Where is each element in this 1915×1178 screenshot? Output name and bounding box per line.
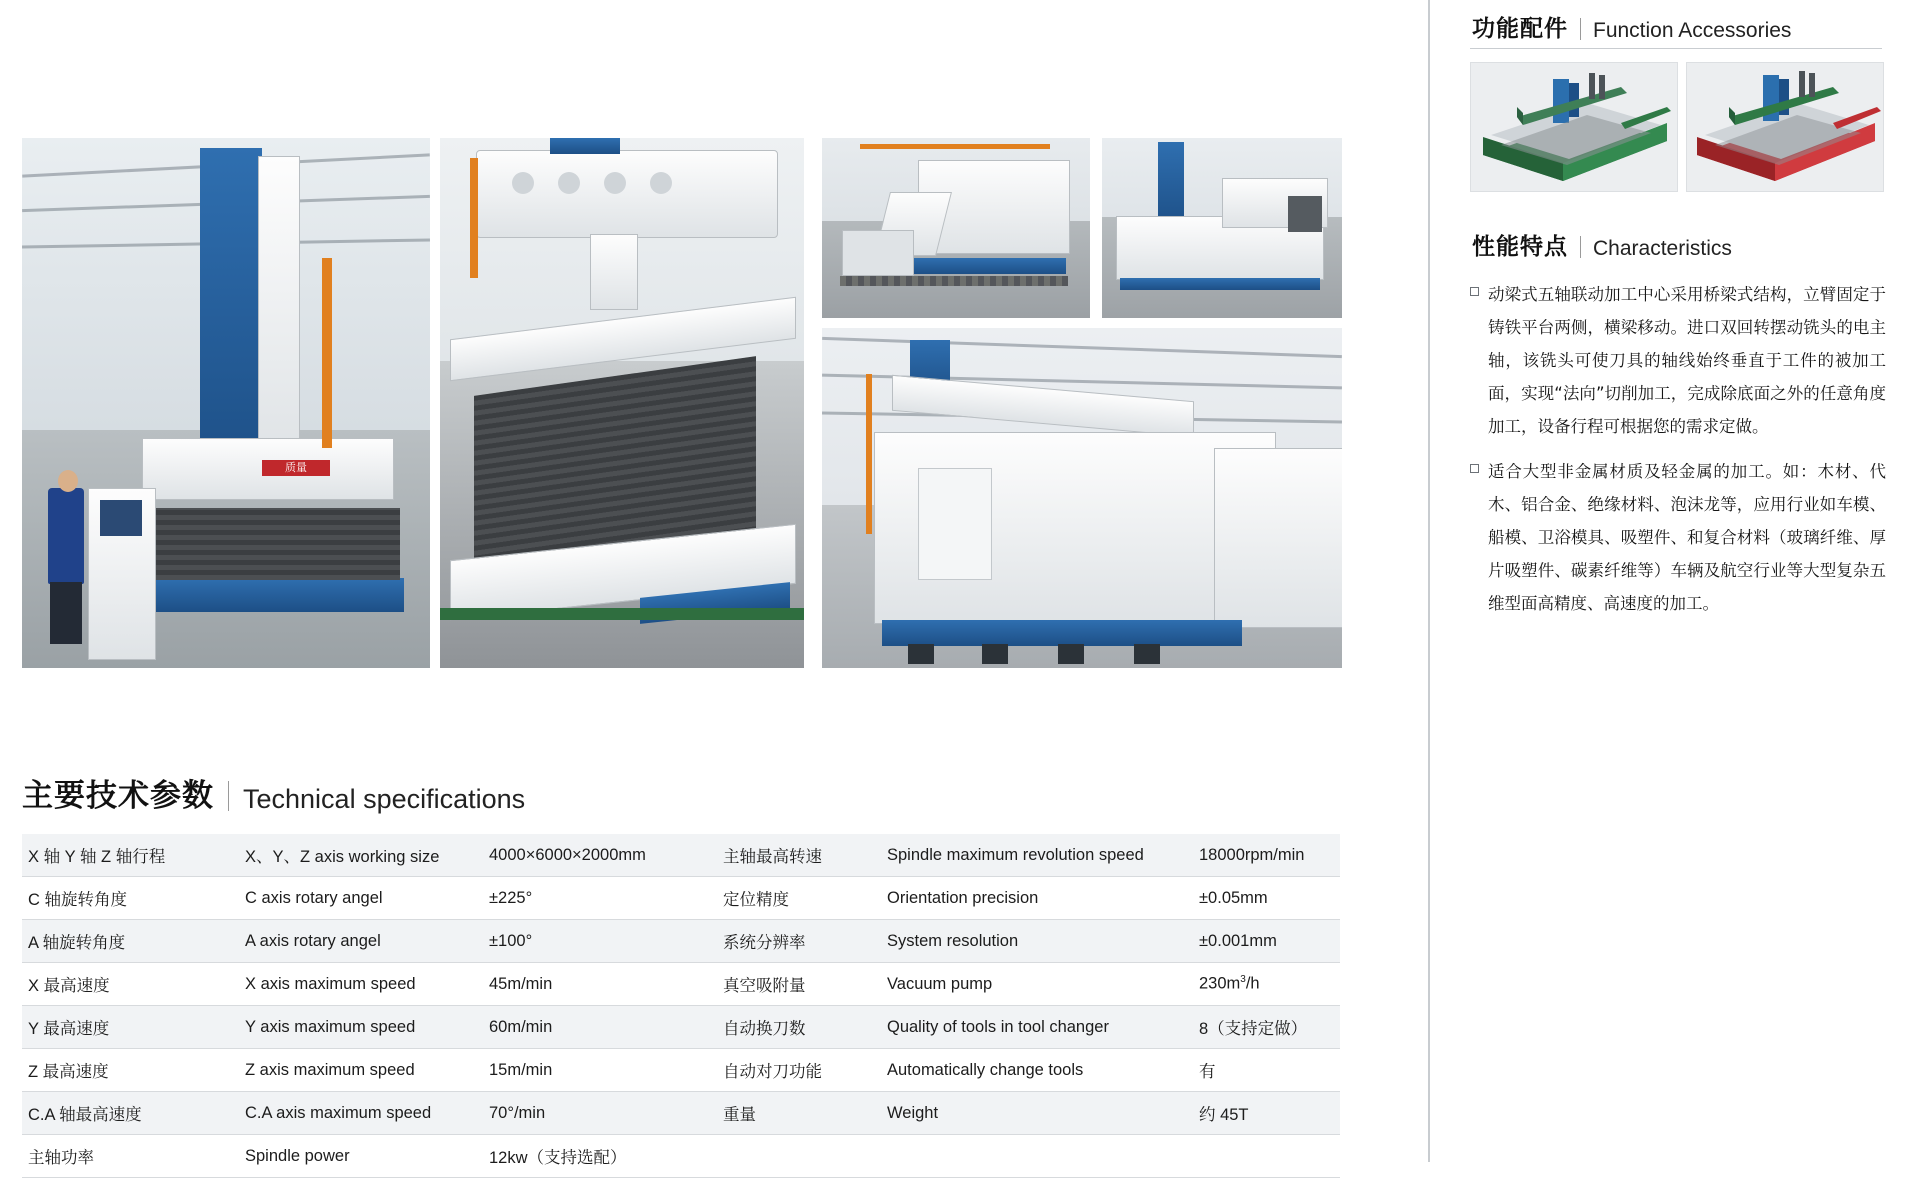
photo-scene	[22, 138, 430, 668]
photo-frame-assembly	[822, 138, 1090, 318]
spec-value: 45m/min	[483, 963, 717, 1006]
accessories-title-en: Function Accessories	[1593, 19, 1792, 42]
spec-label-cn: Y 最高速度	[22, 1006, 239, 1049]
spec-label-en: C.A axis maximum speed	[239, 1092, 483, 1135]
square-bullet-icon	[1470, 287, 1479, 296]
spec-value: 15m/min	[483, 1049, 717, 1092]
spec-value2: 约 45T	[1193, 1092, 1340, 1135]
square-bullet-icon	[1470, 464, 1479, 473]
characteristics-section-heading	[1472, 228, 1732, 261]
spec-value: 70°/min	[483, 1092, 717, 1135]
characteristic-text: 动梁式五轴联动加工中心采用桥梁式结构，立臂固定于铸铁平台两侧，横梁移动。进口双回转摆动铣头的电主轴，该铣头可使刀具的轴线始终垂直于工件的被加工面，实现“法向”切削加工，完成除底面之外的任意角度加工，设备行程可根据您的需求定做。	[1488, 285, 1886, 436]
table-row	[22, 1135, 1340, 1178]
spec-value2: 18000rpm/min	[1193, 834, 1340, 877]
table-row	[22, 1092, 1340, 1135]
spec-label-cn: X 轴 Y 轴 Z 轴行程	[22, 834, 239, 877]
spec-label-en: X axis maximum speed	[239, 963, 483, 1006]
spec-value2: $230m^3/h$	[1193, 963, 1340, 1006]
spec-label-en: Z axis maximum speed	[239, 1049, 483, 1092]
spec-label-en: A axis rotary angel	[239, 920, 483, 963]
right-column	[1458, 0, 1888, 1162]
photo-scene	[1102, 138, 1342, 318]
spec-section-heading	[22, 770, 525, 815]
spec-value: ±225°	[483, 877, 717, 920]
spec-title-cn: 主要技术参数	[22, 778, 214, 813]
spec-label2-en: Orientation precision	[881, 877, 1193, 920]
photo-caption-badge: 质量	[262, 460, 330, 476]
photo-machine-operator	[22, 138, 430, 668]
spec-label2-cn: 自动对刀功能	[717, 1049, 881, 1092]
spec-value2: 有	[1193, 1049, 1340, 1092]
spec-label2-cn: 主轴最高转速	[717, 834, 881, 877]
spec-label-cn: Z 最高速度	[22, 1049, 239, 1092]
spec-label-cn: A 轴旋转角度	[22, 920, 239, 963]
spec-label2-cn: 系统分辨率	[717, 920, 881, 963]
accessory-render-green-machine	[1470, 62, 1678, 192]
table-row	[22, 1006, 1340, 1049]
table-row	[22, 1049, 1340, 1092]
characteristics-title-en: Characteristics	[1593, 237, 1732, 260]
spec-label2-cn: 重量	[717, 1092, 881, 1135]
spec-value: 60m/min	[483, 1006, 717, 1049]
photo-full-enclosure-machine	[822, 328, 1342, 668]
spec-label2-cn	[717, 1135, 881, 1178]
spec-label-cn: C 轴旋转角度	[22, 877, 239, 920]
photo-scene	[440, 138, 804, 668]
table-row	[22, 834, 1340, 877]
characteristics-title-cn: 性能特点	[1472, 233, 1568, 259]
spec-label2-en: Weight	[881, 1092, 1193, 1135]
machine-3d-render-icon	[1471, 63, 1677, 191]
spec-label-cn: 主轴功率	[22, 1135, 239, 1178]
spec-label-cn: C.A 轴最高速度	[22, 1092, 239, 1135]
table-row	[22, 877, 1340, 920]
photo-gallery	[22, 138, 1342, 668]
column-divider	[1428, 0, 1430, 1162]
title-divider	[1580, 236, 1581, 258]
photo-enclosure-assembly	[1102, 138, 1342, 318]
table-row	[22, 920, 1340, 963]
spec-label-en: X、Y、Z axis working size	[239, 834, 483, 877]
spec-label2-en: Vacuum pump	[881, 963, 1193, 1006]
accessory-render-red-machine	[1686, 62, 1884, 192]
spec-title-en: Technical specifications	[243, 784, 526, 814]
machine-3d-render-icon	[1687, 63, 1883, 191]
list-item	[1470, 278, 1886, 443]
title-divider	[228, 781, 229, 811]
spec-label2-cn: 真空吸附量	[717, 963, 881, 1006]
spec-label-cn: X 最高速度	[22, 963, 239, 1006]
spec-label2-en	[881, 1135, 1193, 1178]
spec-label2-en: System resolution	[881, 920, 1193, 963]
table-row	[22, 963, 1340, 1006]
heading-rule	[1470, 48, 1882, 49]
accessories-title-cn: 功能配件	[1472, 15, 1568, 41]
spec-label2-en: Automatically change tools	[881, 1049, 1193, 1092]
spec-value2: ±0.001mm	[1193, 920, 1340, 963]
characteristic-text: 适合大型非金属材质及轻金属的加工。如：木材、代木、铝合金、绝缘材料、泡沫龙等，应用行业如车模、船模、卫浴模具、吸塑件、和复合材料（玻璃纤维、厚片吸塑件、碳素纤维等）车辆及航空行业等大型复杂五维型面高精度、高速度的加工。	[1488, 462, 1886, 613]
spec-label2-en: Quality of tools in tool changer	[881, 1006, 1193, 1049]
spec-label-en: Spindle power	[239, 1135, 483, 1178]
spec-value2: ±0.05mm	[1193, 877, 1340, 920]
title-divider	[1580, 18, 1581, 40]
spec-label2-cn: 自动换刀数	[717, 1006, 881, 1049]
list-item	[1470, 455, 1886, 620]
spec-label2-en: Spindle maximum revolution speed	[881, 834, 1193, 877]
spec-label2-cn: 定位精度	[717, 877, 881, 920]
spec-label-en: Y axis maximum speed	[239, 1006, 483, 1049]
characteristics-list	[1470, 278, 1886, 632]
photo-scene	[822, 138, 1090, 318]
accessories-section-heading	[1472, 10, 1791, 43]
photo-gantry-table	[440, 138, 804, 668]
photo-scene	[822, 328, 1342, 668]
spec-label-en: C axis rotary angel	[239, 877, 483, 920]
technical-specifications-table	[22, 834, 1340, 1178]
spec-value: ±100°	[483, 920, 717, 963]
spec-value2: 8（支持定做）	[1193, 1006, 1340, 1049]
spec-value: 12kw（支持选配）	[483, 1135, 717, 1178]
spec-value: 4000×6000×2000mm	[483, 834, 717, 877]
spec-value2	[1193, 1135, 1340, 1178]
